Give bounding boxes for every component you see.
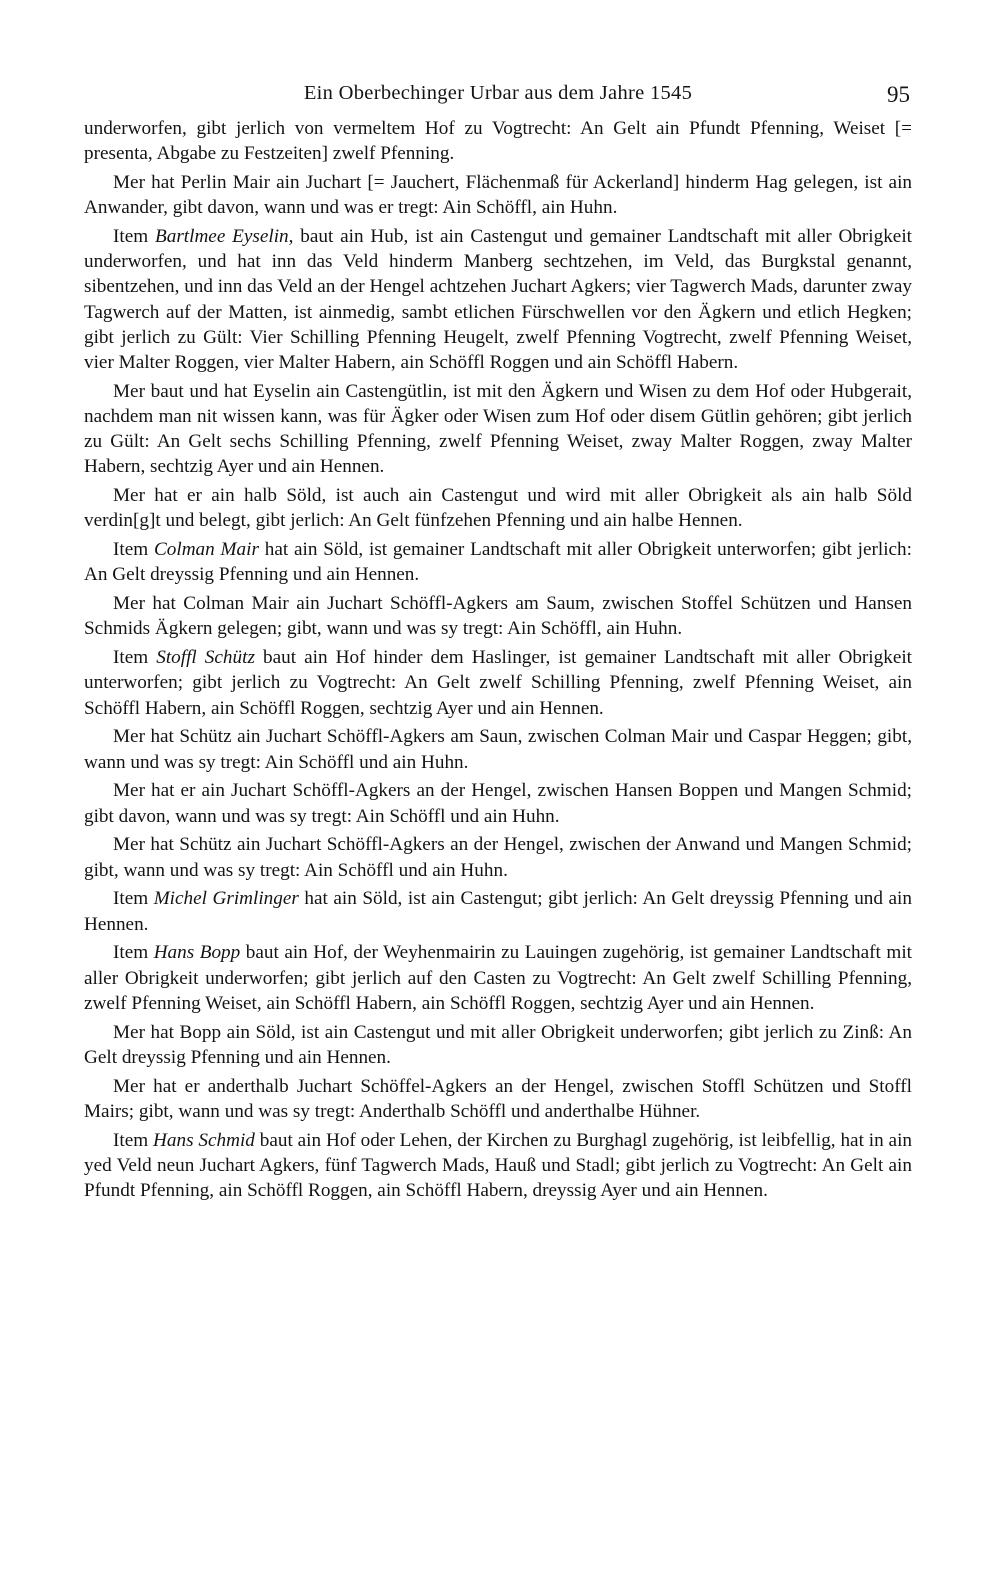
person-name: Stoffl Schütz [156, 647, 255, 669]
body-text [84, 116, 912, 1203]
paragraph: Mer hat er ain halb Söld, ist auch ain Castengut und wird mit aller Obrigkeit als ain halb Söld verdin[g]t und belegt, gibt jerlich: An Gelt fünfzehen Pfenning und ain halbe Hennen. [84, 485, 912, 532]
running-title: Ein Oberbechinger Urbar aus dem Jahre 1545 [303, 82, 693, 104]
paragraph: Mer hat er ain Juchart Schöffl-Agkers an der Hengel, zwischen Hansen Boppen und Mangen Schmid; gibt davon, wann und was sy tregt: Ain Schöffl und ain Huhn. [84, 780, 912, 827]
paragraph: Item Hans Bopp baut ain Hof, der Weyhenmairin zu Lauingen zugehörig, ist gemainer Landtschaft mit aller Obrigkeit underworfen; gibt jerlich auf den Casten zu Vogtrecht: An Gelt zwelf Schilling Pfenning, zwelf Pfenning Weiset, ain Schöffl Habern, ain Schöffl Roggen, sechtzig Ayer und ain Hennen. [84, 942, 912, 1014]
person-name: Michel Grimlinger [153, 888, 299, 910]
paragraph: Mer hat er anderthalb Juchart Schöffel-Agkers an der Hengel, zwischen Stoffl Schützen und Stoffl Mairs; gibt, wann und was sy tregt: Anderthalb Schöffl und anderthalbe Hühner. [84, 1075, 912, 1122]
paragraph: Item Michel Grimlinger hat ain Söld, ist ain Castengut; gibt jerlich: An Gelt dreyssig Pfenning und ain Hennen. [84, 888, 912, 935]
page-number: 95 [887, 82, 910, 107]
paragraph: Item Stoffl Schütz baut ain Hof hinder dem Haslinger, ist gemainer Landtschaft mit aller Obrigkeit unterworfen; gibt jerlich zu Vogtrecht: An Gelt zwelf Schilling Pfenning, zwelf Pfenning Weiset, ain Schöffl Habern, ain Schöffl Roggen, sechtzig Ayer und ain Hennen. [84, 647, 913, 719]
paragraph: Mer hat Colman Mair ain Juchart Schöffl-Agkers am Saum, zwischen Stoffel Schützen und Hansen Schmids Ägkern gelegen; gibt, wann und was sy tregt: Ain Schöffl, ain Huhn. [84, 593, 912, 640]
page-header [84, 78, 912, 116]
person-name: Hans Schmid [153, 1129, 255, 1151]
person-name: Bartlmee Eyselin [155, 226, 289, 247]
paragraph: Mer hat Perlin Mair ain Juchart [= Jauchert, Flächenmaß für Ackerland] hinderm Hag gelegen, ist ain Anwander, gibt davon, wann und was er tregt: Ain Schöffl, ain Huhn. [84, 172, 912, 219]
paragraph: Mer baut und hat Eyselin ain Castengütlin, ist mit den Ägkern und Wisen zu dem Hof oder Hubgerait, nachdem man nit wissen kann, was für Ägker oder Wisen zum Hof oder disem Gütlin gehören; gibt jerlich zu Gült: An Gelt sechs Schilling Pfenning, zwelf Pfenning Weiset, zway Malter Roggen, zway Malter Habern, sechtzig Ayer und ain Hennen. [84, 380, 912, 478]
paragraph: Item Colman Mair hat ain Söld, ist gemainer Landtschaft mit aller Obrigkeit unterworfen; gibt jerlich: An Gelt dreyssig Pfenning und ain Hennen. [84, 539, 912, 586]
paragraph: Mer hat Schütz ain Juchart Schöffl-Agkers an der Hengel, zwischen der Anwand und Mangen Schmid; gibt, wann und was sy tregt: Ain Schöffl und ain Huhn. [84, 834, 912, 881]
person-name: Hans Bopp [153, 942, 241, 964]
paragraph: Mer hat Bopp ain Söld, ist ain Castengut und mit aller Obrigkeit underworfen; gibt jerlich zu Zinß: An Gelt dreyssig Pfenning und ain Hennen. [84, 1021, 912, 1068]
paragraph: underworfen, gibt jerlich von vermeltem Hof zu Vogtrecht: An Gelt ain Pfundt Pfenning, Weiset [= presenta, Abgabe zu Festzeiten] zwelf Pfenning. [84, 118, 912, 165]
person-name: Colman Mair [153, 539, 259, 561]
paragraph: Item Bartlmee Eyselin, baut ain Hub, ist ain Castengut und gemainer Landtschaft mit aller Obrigkeit underworfen, und hat inn das Veld hinderm Manberg sechtzehen, im Veld, das Burgkstal genannt, sibentzehen, und inn das Veld an der Hengel achtzehen Juchart Agkers; vier Tagwerch Mads, darunter zway Tagwerch auf der Matten, ist ainmedig, sambt etlichen Fürschwellen vor den Ägkern und etlich Hegken; gibt jerlich zu Gült: Vier Schilling Pfenning Heugelt, zwelf Pfenning Vogtrecht, zwelf Pfenning Weiset, vier Malter Roggen, vier Malter Habern, ain Schöffl Roggen und ain Schöffl Habern. [84, 226, 912, 374]
paragraph: Item Hans Schmid baut ain Hof oder Lehen, der Kirchen zu Burghagl zugehörig, ist leibfellig, hat in ain yed Veld neun Juchart Agkers, fünf Tagwerch Mads, Hauß und Stadl; gibt jerlich zu Vogtrecht: An Gelt ain Pfundt Pfenning, ain Schöffl Roggen, ain Schöffl Habern, dreyssig Ayer und ain Hennen. [84, 1129, 912, 1202]
paragraph: Mer hat Schütz ain Juchart Schöffl-Agkers am Saun, zwischen Colman Mair und Caspar Heggen; gibt, wann und was sy tregt: Ain Schöffl und ain Huhn. [84, 726, 912, 773]
